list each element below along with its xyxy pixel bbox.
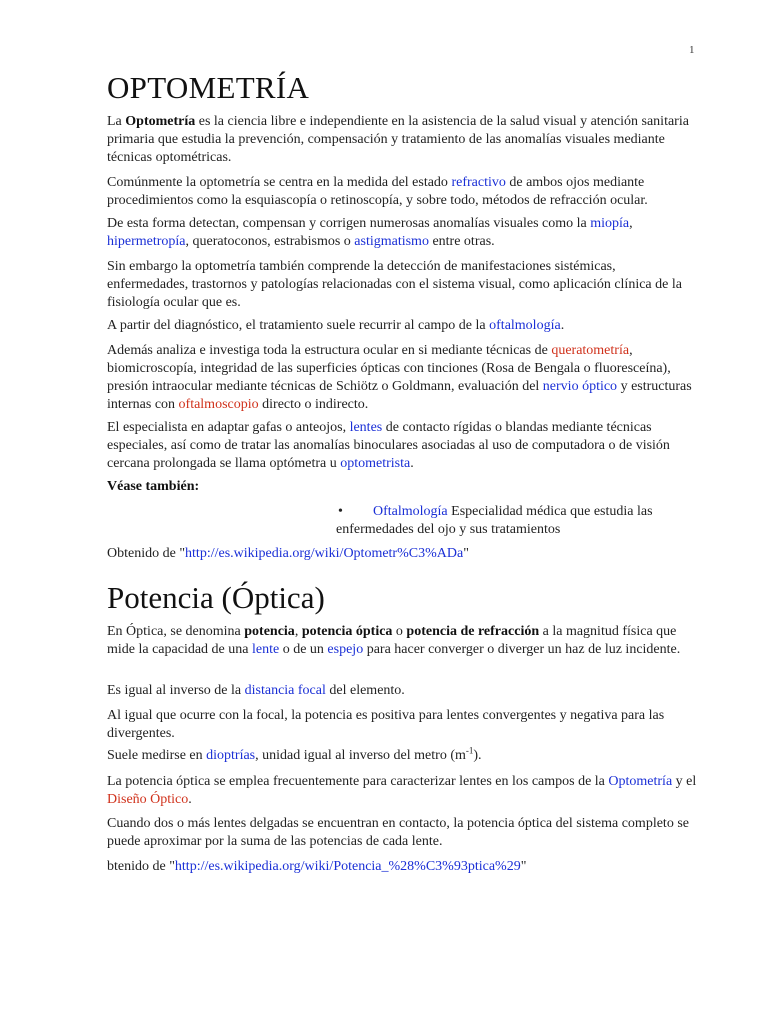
text: A partir del diagnóstico, el tratamiento suele recurrir al campo de la	[107, 318, 490, 333]
link-refractivo[interactable]: refractivo	[451, 175, 506, 190]
link-optometria[interactable]: Optometría	[608, 774, 673, 789]
text: del elemento.	[325, 683, 405, 698]
source-line	[107, 858, 697, 876]
page-number: 1	[689, 44, 695, 56]
paragraph	[107, 419, 697, 473]
link-oftalmologia-see-also[interactable]: Oftalmología	[373, 504, 448, 519]
paragraph: Cuando dos o más lentes delgadas se encuentran en contacto, la potencia óptica del sistema completo se puede aproximar por la suma de las potencias de cada lente.	[107, 816, 689, 849]
text: de contacto rígidas o blandas mediante técnicas especiales, así como de tratar las anomalías binoculares asociadas al uso de computadora o de visión cercana prolongada se llama optómetra u	[107, 420, 670, 471]
link-miopia[interactable]: miopía	[590, 216, 630, 231]
text: ,	[294, 624, 302, 639]
paragraph: Sin embargo la optometría también comprende la detección de manifestaciones sistémicas, enfermedades, trastornos y patologías relacionadas con el sistema visual, como aplicación clínica de la fisiología ocular que es.	[107, 259, 682, 310]
bold-term: potencia de refracción	[406, 624, 540, 639]
bold-term: Optometría	[125, 114, 196, 129]
text: De esta forma detectan, compensan y corrigen numerosas anomalías visuales como la	[107, 216, 591, 231]
paragraph: Al igual que ocurre con la focal, la potencia es positiva para lentes convergentes y negativa para las divergentes.	[107, 708, 665, 741]
bold-term: potencia óptica	[301, 624, 393, 639]
link-queratometria[interactable]: queratometría	[551, 343, 630, 358]
text: ,	[629, 216, 633, 231]
bullet-marker: •	[338, 504, 343, 519]
link-dioptrias[interactable]: dioptrías	[206, 748, 256, 763]
text: de ambos ojos mediante procedimientos como la esquiascopía o retinoscopía, y sobre todo, métodos de refracción ocular.	[107, 175, 648, 208]
text: btenido de "	[107, 859, 175, 874]
text: "	[520, 859, 527, 874]
text: a la magnitud física que mide la capacidad de una	[107, 624, 677, 657]
paragraph	[107, 215, 697, 251]
link-nervio-optico[interactable]: nervio óptico	[542, 379, 618, 394]
paragraph	[107, 773, 697, 809]
text: es la ciencia libre e independiente en la asistencia de la salud visual y atención sanitaria primaria que estudia la prevención, compensación y tratamiento de las anomalías visuales mediante técnicas optométricas.	[107, 114, 689, 165]
bold-term: potencia	[244, 624, 295, 639]
paragraph	[107, 113, 697, 167]
link-lentes[interactable]: lentes	[349, 420, 383, 435]
text: Además analiza e investiga toda la estructura ocular en si mediante técnicas de	[107, 343, 552, 358]
link-hipermetropia[interactable]: hipermetropía	[107, 234, 186, 249]
text: , unidad igual al inverso del metro (m	[255, 748, 466, 763]
paragraph	[107, 342, 697, 414]
link-diseno-optico[interactable]: Diseño Óptico	[107, 792, 189, 807]
link-espejo[interactable]: espejo	[327, 642, 364, 657]
text: ).	[473, 748, 482, 763]
see-also-heading	[107, 478, 697, 496]
text: Comúnmente la optometría se centra en la medida del estado	[107, 175, 452, 190]
paragraph	[107, 623, 697, 659]
text: El especialista en adaptar gafas o anteojos,	[107, 420, 350, 435]
text: y estructuras internas con	[107, 379, 692, 412]
text: directo o indirecto.	[258, 397, 369, 412]
section-title-potencia: Potencia (Óptica)	[107, 580, 325, 615]
paragraph	[107, 747, 697, 765]
superscript: -1	[465, 745, 474, 756]
link-oftalmoscopio[interactable]: oftalmoscopio	[178, 397, 259, 412]
link-distancia-focal[interactable]: distancia focal	[244, 683, 326, 698]
link-lente[interactable]: lente	[251, 642, 280, 657]
see-also-label: Véase también:	[107, 479, 200, 494]
paragraph	[107, 317, 697, 335]
text: y el	[672, 774, 697, 789]
link-oftalmologia[interactable]: oftalmología	[489, 318, 561, 333]
text: , biomicroscopía, integridad de las superficies ópticas con tinciones (Rosa de Bengala o fluoresceína), presión intraocular mediante técnicas de Schiötz o Goldmann, evaluación del	[107, 343, 671, 394]
text: "	[463, 546, 469, 561]
link-astigmatismo[interactable]: astigmatismo	[354, 234, 429, 249]
text: .	[560, 318, 565, 333]
text: o	[392, 624, 407, 639]
text: entre otras.	[428, 234, 495, 249]
text: La	[107, 114, 126, 129]
text: Suele medirse en	[107, 748, 207, 763]
paragraph	[107, 174, 697, 210]
section-title-optometria: OPTOMETRÍA	[107, 70, 310, 105]
source-link[interactable]: http://es.wikipedia.org/wiki/Optometr%C3%ADa	[185, 546, 464, 561]
source-line	[107, 545, 697, 563]
text: Obtenido de "	[107, 546, 186, 561]
text: .	[188, 792, 192, 807]
text: para hacer converger o diverger un haz de luz incidente.	[363, 642, 681, 657]
text: Especialidad médica que estudia las enfermedades del ojo y sus tratamientos	[336, 504, 653, 537]
paragraph	[107, 682, 697, 700]
text: Es igual al inverso de la	[107, 683, 245, 698]
text: La potencia óptica se emplea frecuentemente para caracterizar lentes en los campos de la	[107, 774, 609, 789]
text: .	[410, 456, 414, 471]
link-optometrista[interactable]: optometrista	[340, 456, 411, 471]
source-link[interactable]: http://es.wikipedia.org/wiki/Potencia_%28%C3%93ptica%29	[174, 859, 521, 874]
see-also-item	[336, 503, 696, 539]
text: En Óptica, se denomina	[107, 624, 245, 639]
text: , queratoconos, estrabismos o	[185, 234, 355, 249]
text: o de un	[279, 642, 328, 657]
